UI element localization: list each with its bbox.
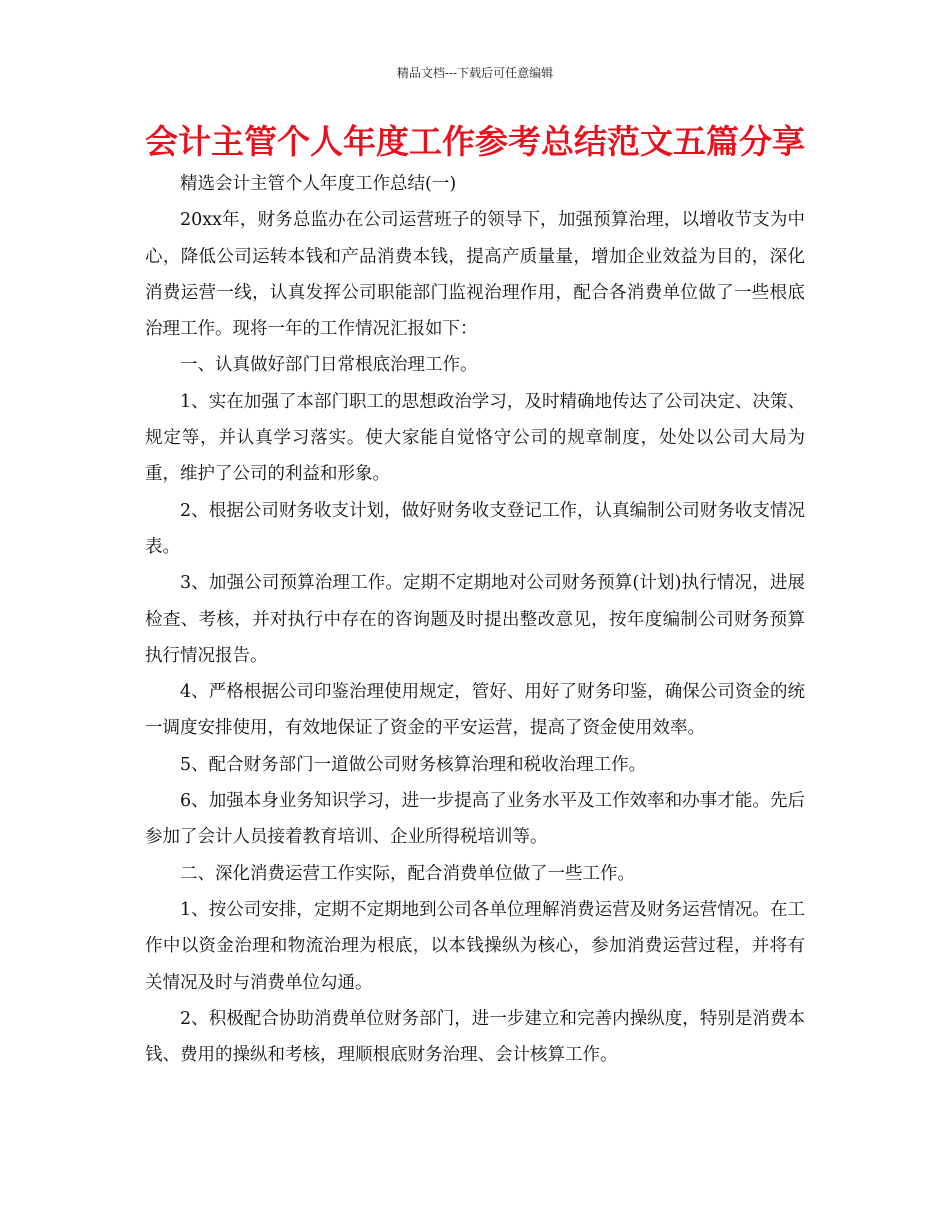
paragraph: 6、加强本身业务知识学习，进一步提高了业务水平及工作效率和办事才能。先后参加了会计人员接着教育培训、企业所得税培训等。 — [145, 791, 805, 848]
paragraph: 二、深化消费运营工作实际，配合消费单位做了一些工作。 — [180, 863, 635, 884]
paragraph: 2、积极配合协助消费单位财务部门，进一步建立和完善内操纵度，特别是消费本钱、费用的操纵和考核，理顺根底财务治理、会计核算工作。 — [145, 1008, 805, 1066]
document-title: 会计主管个人年度工作参考总结范文五篇分享 — [145, 122, 805, 161]
paragraph: 1、按公司安排，定期不定期地到公司各单位理解消费运营及财务运营情况。在工作中以资金治理和物流治理为根底，以本钱操纵为核心，参加消费运营过程，并将有关情况及时与消费单位勾通。 — [145, 899, 805, 993]
paragraph: 4、严格根据公司印鉴治理使用规定，管好、用好了财务印鉴，确保公司资金的统一调度安排使用，有效地保证了资金的平安运营，提高了资金使用效率。 — [145, 682, 805, 739]
section-heading: 精选会计主管个人年度工作总结(一) — [180, 174, 457, 194]
paragraph: 5、配合财务部门一道做公司财务核算治理和税收治理工作。 — [180, 754, 647, 775]
paragraph: 2、根据公司财务收支计划，做好财务收支登记工作，认真编制公司财务收支情况表。 — [145, 500, 805, 557]
paragraph: 3、加强公司预算治理工作。定期不定期地对公司财务预算(计划)执行情况，进展检查、考核，并对执行中存在的咨询题及时提出整改意见，按年度编制公司财务预算执行情况报告。 — [145, 573, 805, 666]
paragraph: 20xx年，财务总监办在公司运营班子的领导下，加强预算治理，以增收节支为中心，降低公司运转本钱和产品消费本钱，提高产质量量，增加企业效益为目的，深化消费运营一线，认真发挥公司职能部门监视治理作用，配合各消费单位做了一些根底治理工作。现将一年的工作情况汇报如下： — [145, 210, 805, 340]
paragraph: 一、认真做好部门日常根底治理工作。 — [180, 355, 478, 376]
paragraph: 1、实在加强了本部门职工的思想政治学习，及时精确地传达了公司决定、决策、规定等，并认真学习落实。使大家能自觉恪守公司的规章制度，处处以公司大局为重，维护了公司的利益和形象。 — [145, 391, 805, 485]
header-note: 精品文档---下载后可任意编辑 — [396, 66, 554, 80]
document-body — [145, 166, 805, 1073]
